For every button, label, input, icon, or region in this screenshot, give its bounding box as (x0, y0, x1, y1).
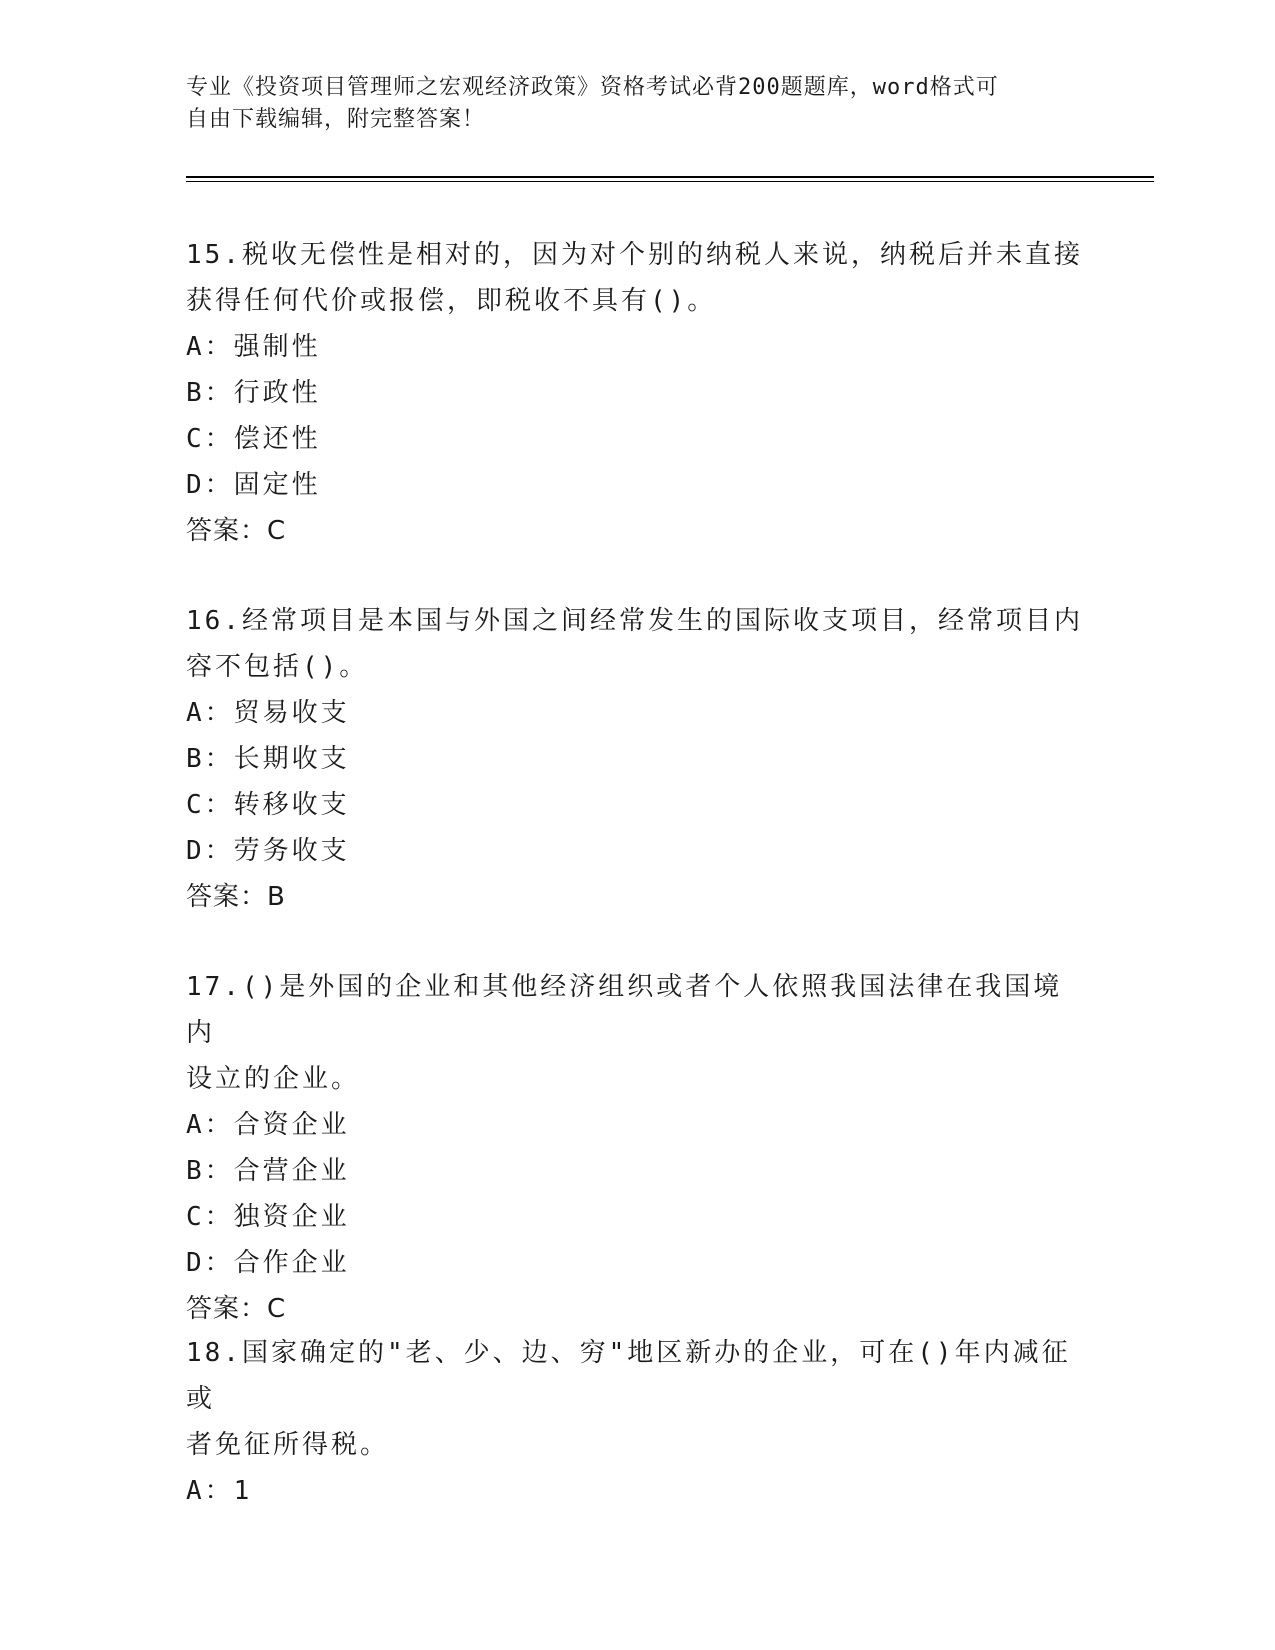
question-16 (186, 598, 1086, 920)
question-stem-line-1: 16.经常项目是本国与外国之间经常发生的国际收支项目，经常项目内 (186, 606, 1083, 636)
answer: 答案：C (186, 516, 287, 546)
header-divider-thin (186, 181, 1154, 182)
question-stem-line-2: 容不包括()。 (186, 652, 369, 682)
question-stem-line-2: 设立的企业。 (186, 1064, 361, 1094)
option-d: D：合作企业 (186, 1248, 350, 1278)
question-stem-line-1: 17.()是外国的企业和其他经济组织或者个人依照我国法律在我国境内 (186, 972, 1063, 1048)
option-b: B：长期收支 (186, 744, 350, 774)
question-stem-line-1: 18.国家确定的"老、少、边、穷"地区新办的企业，可在()年内减征或 (186, 1338, 1071, 1414)
option-a: A：贸易收支 (186, 698, 350, 728)
header-line-2: 自由下载编辑，附完整答案！ (186, 107, 486, 132)
option-b: B：合营企业 (186, 1156, 350, 1186)
question-stem-line-2: 获得任何代价或报偿，即税收不具有()。 (186, 286, 717, 316)
answer: 答案：B (186, 882, 286, 912)
answer: 答案：C (186, 1294, 287, 1324)
question-15 (186, 232, 1086, 554)
option-d: D：劳务收支 (186, 836, 350, 866)
question-17 (186, 964, 1086, 1332)
document-header (186, 72, 1086, 136)
option-c: C：转移收支 (186, 790, 350, 820)
option-c: C：独资企业 (186, 1202, 350, 1232)
option-a: A：强制性 (186, 332, 321, 362)
option-a: A：1 (186, 1476, 253, 1506)
option-b: B：行政性 (186, 378, 321, 408)
option-c: C：偿还性 (186, 424, 321, 454)
question-18 (186, 1330, 1086, 1514)
header-line-1: 专业《投资项目管理师之宏观经济政策》资格考试必背200题题库，word格式可 (186, 75, 999, 100)
question-stem-line-1: 15.税收无偿性是相对的，因为对个别的纳税人来说，纳税后并未直接 (186, 240, 1083, 270)
option-a: A：合资企业 (186, 1110, 350, 1140)
option-d: D：固定性 (186, 470, 321, 500)
header-divider-thick (186, 176, 1154, 178)
question-stem-line-2: 者免征所得税。 (186, 1430, 390, 1460)
